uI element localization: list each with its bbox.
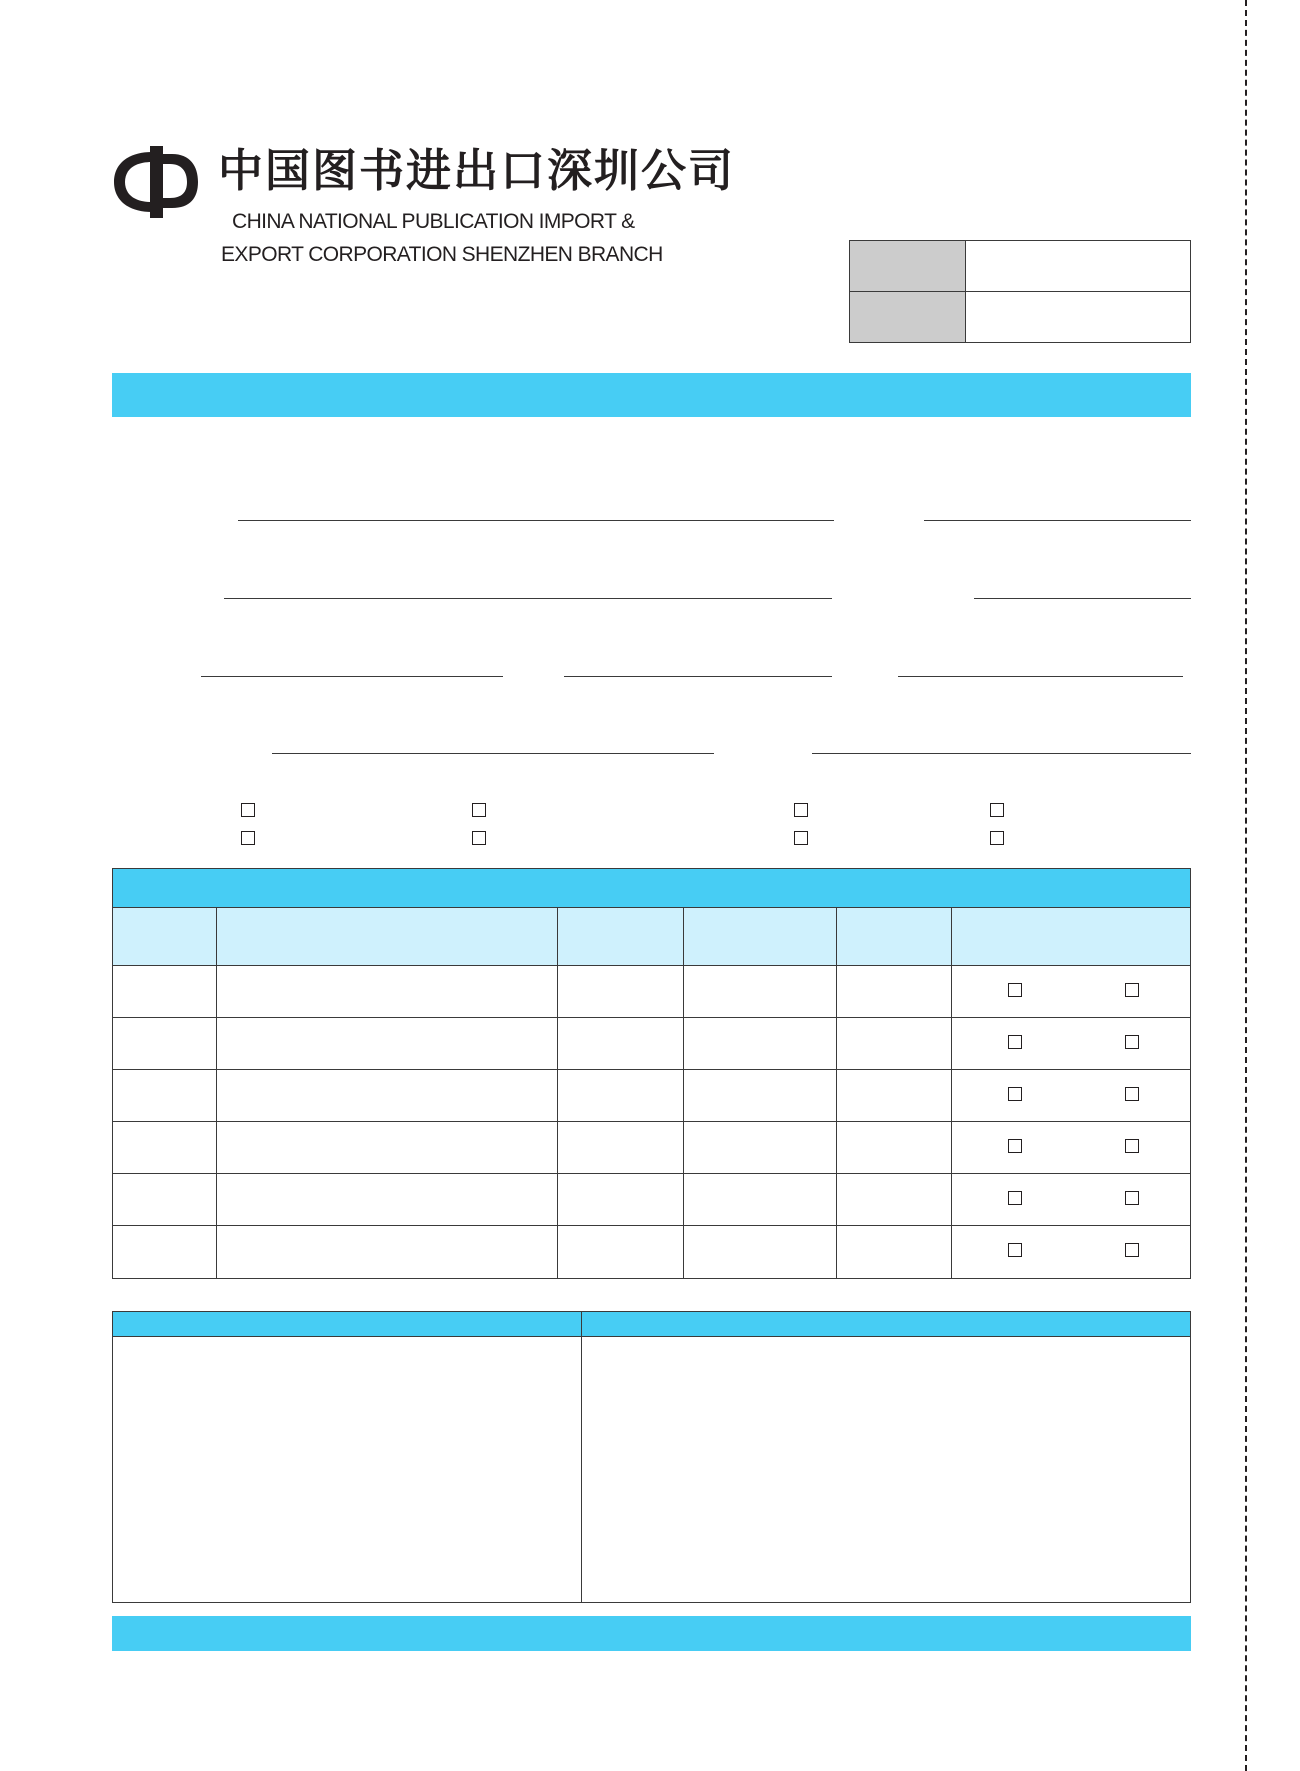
table-row-divider xyxy=(113,1069,1190,1070)
company-logo-icon xyxy=(110,146,202,218)
form-title-band xyxy=(112,373,1191,417)
table-column-divider xyxy=(216,908,217,1278)
fill-line-address[interactable] xyxy=(224,598,832,599)
items-table xyxy=(112,868,1191,1279)
company-name-cn: 中国图书进出口深圳公司 xyxy=(218,144,736,197)
fill-line-department[interactable] xyxy=(812,753,1191,754)
option-checkbox-6[interactable] xyxy=(472,831,486,845)
fill-line-name[interactable] xyxy=(238,520,834,521)
table-column-divider xyxy=(951,908,952,1278)
row-6-checkbox-b[interactable] xyxy=(1125,1243,1139,1257)
table-row-divider xyxy=(113,965,1190,966)
row-5-checkbox-a[interactable] xyxy=(1008,1191,1022,1205)
items-table-title-row xyxy=(113,869,1190,908)
table-column-divider xyxy=(683,908,684,1278)
row-4-checkbox-b[interactable] xyxy=(1125,1139,1139,1153)
reference-row-2 xyxy=(850,292,1190,342)
row-5-checkbox-b[interactable] xyxy=(1125,1191,1139,1205)
reference-label-1 xyxy=(850,241,966,291)
table-row-divider xyxy=(113,1017,1190,1018)
fill-line-contact[interactable] xyxy=(272,753,714,754)
table-column-divider xyxy=(557,908,558,1278)
table-column-divider xyxy=(836,908,837,1278)
fill-line-fax[interactable] xyxy=(564,676,832,677)
table-row-divider xyxy=(113,1121,1190,1122)
reference-row-1 xyxy=(850,241,1190,292)
row-3-checkbox-a[interactable] xyxy=(1008,1087,1022,1101)
row-4-checkbox-a[interactable] xyxy=(1008,1139,1022,1153)
remarks-panel-divider xyxy=(581,1312,582,1602)
table-row-divider xyxy=(113,1225,1190,1226)
row-1-checkbox-a[interactable] xyxy=(1008,983,1022,997)
items-table-header-row xyxy=(113,908,1190,965)
remarks-panel xyxy=(112,1311,1191,1603)
reference-label-2 xyxy=(850,292,966,342)
option-checkbox-7[interactable] xyxy=(794,831,808,845)
company-name-en-line2: EXPORT CORPORATION SHENZHEN BRANCH xyxy=(221,243,663,266)
tear-off-line xyxy=(1245,0,1247,1771)
fill-line-postcode[interactable] xyxy=(974,598,1191,599)
row-2-checkbox-a[interactable] xyxy=(1008,1035,1022,1049)
row-3-checkbox-b[interactable] xyxy=(1125,1087,1139,1101)
table-row-divider xyxy=(113,1173,1190,1174)
footer-band xyxy=(112,1616,1191,1651)
company-name-en-line1: CHINA NATIONAL PUBLICATION IMPORT & xyxy=(232,210,635,233)
option-checkbox-3[interactable] xyxy=(794,803,808,817)
option-checkbox-5[interactable] xyxy=(241,831,255,845)
row-1-checkbox-b[interactable] xyxy=(1125,983,1139,997)
remarks-panel-header xyxy=(113,1312,1190,1337)
option-checkbox-2[interactable] xyxy=(472,803,486,817)
fill-line-date[interactable] xyxy=(924,520,1191,521)
row-2-checkbox-b[interactable] xyxy=(1125,1035,1139,1049)
row-6-checkbox-a[interactable] xyxy=(1008,1243,1022,1257)
fill-line-email[interactable] xyxy=(898,676,1183,677)
option-checkbox-4[interactable] xyxy=(990,803,1004,817)
fill-line-phone[interactable] xyxy=(201,676,503,677)
option-checkbox-1[interactable] xyxy=(241,803,255,817)
option-checkbox-8[interactable] xyxy=(990,831,1004,845)
reference-number-box xyxy=(849,240,1191,343)
